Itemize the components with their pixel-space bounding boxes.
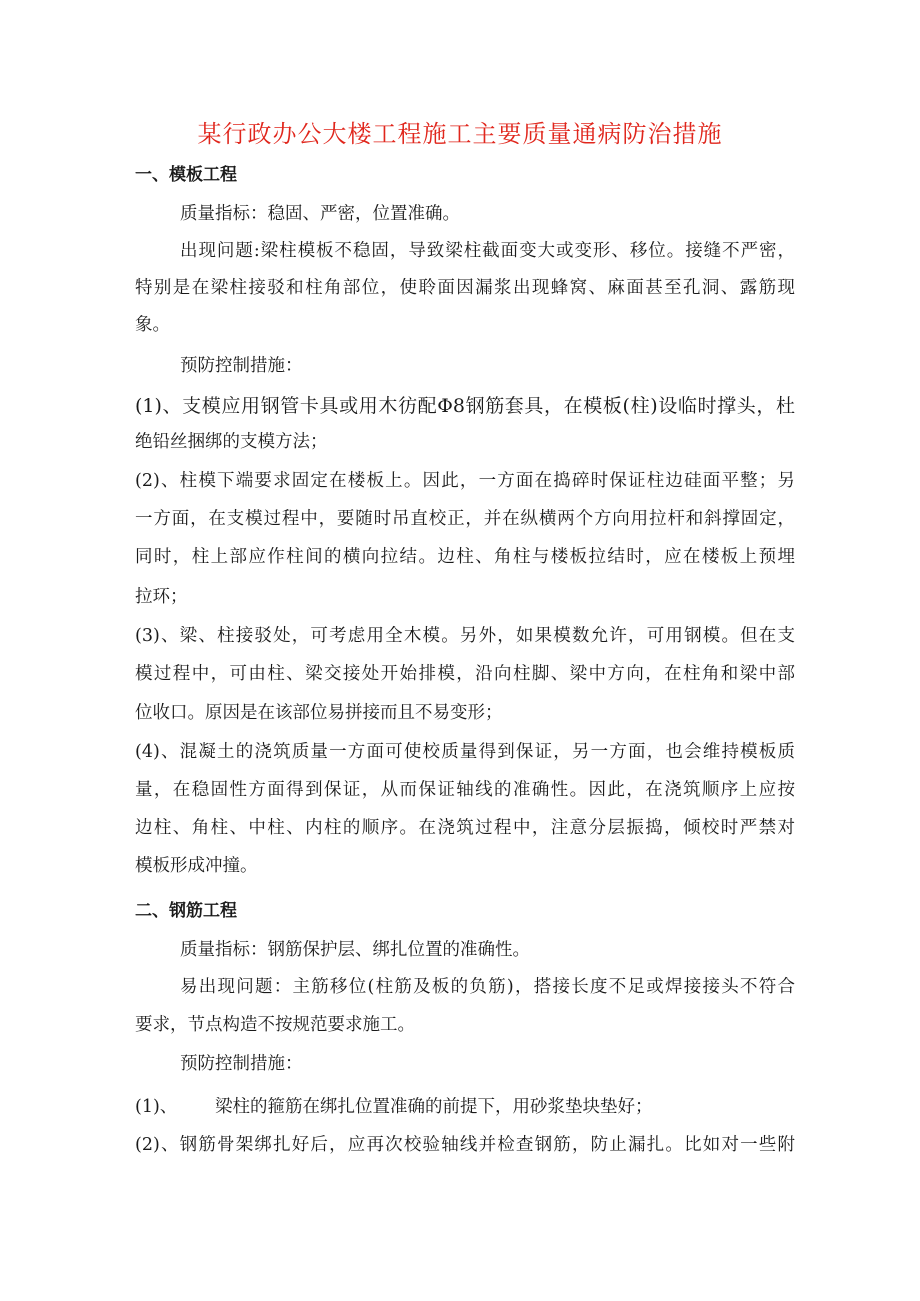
measure-2-line-4: 拉环；	[135, 587, 188, 607]
rebar-measure-2-line-1: (2)、钢筋骨架绑扎好后，应再次校验轴线并检查钢筋，防止漏扎。比如对一些附	[135, 1135, 795, 1155]
problem-formwork-line-2: 特别是在梁柱接驳和柱角部位，使聆面因漏浆出现蜂窝、麻面甚至孔洞、露筋现	[135, 278, 795, 298]
quality-indicator-formwork: 质量指标：稳固、严密，位置准确。	[180, 204, 460, 224]
measures-label-formwork: 预防控制措施：	[180, 356, 303, 376]
measure-1-line-2: 绝铅丝捆绑的支模方法；	[135, 432, 328, 452]
measure-4-line-3: 边柱、角柱、中柱、内柱的顺序。在浇筑过程中，注意分层振捣，倾校时严禁对	[135, 818, 795, 838]
measure-3-line-3: 位收口。原因是在该部位易拼接而且不易变形；	[135, 703, 503, 723]
measure-2-line-3: 同时，柱上部应作柱间的横向拉结。边柱、角柱与楼板拉结时，应在楼板上预埋	[135, 547, 795, 567]
measure-1-line-1: (1)、支模应用钢管卡具或用木彷配Φ8钢筋套具，在模板(柱)设临时撑头，杜	[135, 395, 795, 417]
quality-indicator-rebar: 质量指标：钢筋保护层、绑扎位置的准确性。	[180, 940, 530, 960]
problem-rebar-line-1: 易出现问题：主筋移位(柱筋及板的负筋)，搭接长度不足或焊接接头不符合	[180, 977, 795, 997]
section-heading-rebar: 二、钢筋工程	[135, 901, 237, 921]
measure-3-line-2: 模过程中，可由柱、梁交接处开始排模，沿向柱脚、梁中方向，在柱角和梁中部	[135, 664, 795, 684]
problem-rebar-line-2: 要求，节点构造不按规范要求施工。	[135, 1015, 415, 1035]
problem-formwork-line-3: 象。	[135, 315, 170, 335]
measure-2-line-1: (2)、柱模下端要求固定在楼板上。因此，一方面在捣碎时保证柱边硅面平整；另	[135, 471, 795, 491]
measure-4-line-4: 模板形成冲撞。	[135, 856, 258, 876]
section-heading-formwork: 一、模板工程	[135, 165, 237, 185]
rebar-measure-1-text: 梁柱的箍筋在绑扎位置准确的前提下，用砂浆垫块垫好；	[215, 1097, 653, 1117]
measure-2-line-2: 一方面，在支模过程中，要随时吊直校正，并在纵横两个方向用拉杆和斜撑固定，	[135, 509, 795, 529]
measures-label-rebar: 预防控制措施：	[180, 1054, 303, 1074]
rebar-measure-1-number: (1)、	[135, 1097, 178, 1117]
measure-4-line-2: 量，在稳固性方面得到保证，从而保证轴线的准确性。因此，在浇筑顺序上应按	[135, 780, 795, 800]
measure-3-line-1: (3)、梁、柱接驳处，可考虑用全木模。另外，如果模数允许，可用钢模。但在支	[135, 626, 795, 646]
document-title: 某行政办公大楼工程施工主要质量通病防治措施	[197, 120, 723, 148]
problem-formwork-line-1: 出现问题:梁柱模板不稳固，导致梁柱截面变大或变形、移位。接缝不严密，	[180, 241, 795, 261]
measure-4-line-1: (4)、混凝土的浇筑质量一方面可使校质量得到保证，另一方面，也会维持模板质	[135, 742, 795, 762]
